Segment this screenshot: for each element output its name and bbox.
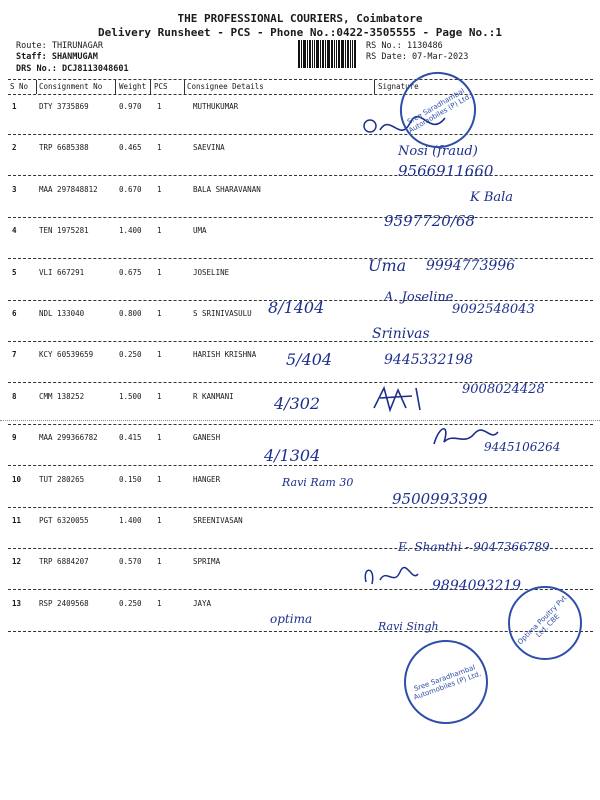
- cell-pcs: 1: [157, 516, 162, 525]
- row-divider: [8, 175, 593, 176]
- company-stamp: [392, 628, 500, 736]
- cell-weight: 0.150: [119, 475, 142, 484]
- col-signature: Signature: [378, 82, 419, 91]
- rs-date-label: RS Date: 07-Mar-2023: [366, 52, 469, 62]
- row-divider: [8, 134, 593, 135]
- hw-r6-sig: Srinivas: [372, 326, 430, 342]
- scan-artifact: [0, 420, 600, 421]
- cell-consignment: TUT 280265: [39, 475, 85, 484]
- cell-consignment: NDL 133040: [39, 309, 85, 318]
- row-divider: [8, 424, 593, 425]
- cell-consignee: BALA SHARAVANAN: [193, 185, 261, 194]
- row-divider: [8, 631, 593, 632]
- cell-weight: 0.970: [119, 102, 142, 111]
- cell-weight: 1.400: [119, 516, 142, 525]
- cell-consignee: SREENIVASAN: [193, 516, 243, 525]
- cell-weight: 0.570: [119, 557, 142, 566]
- cell-consignment: VLI 667291: [39, 268, 85, 277]
- hw-r11-phone: 9894093219: [432, 578, 522, 594]
- cell-consignee: JOSELINE: [193, 268, 230, 277]
- cell-consignee: S SRINIVASULU: [193, 309, 252, 318]
- cell-pcs: 1: [157, 185, 162, 194]
- cell-consignment: TEN 1975281: [39, 226, 89, 235]
- hw-r5-name: A. Joseline: [384, 290, 454, 305]
- cell-weight: 0.675: [119, 268, 142, 277]
- hw-r12-sig: Ravi Singh: [378, 620, 439, 633]
- cell-consignment: PGT 6320055: [39, 516, 89, 525]
- hw-r9-note: Ravi Ram 30: [282, 476, 354, 489]
- cell-pcs: 1: [157, 557, 162, 566]
- hw-r9-phone: 9500993399: [392, 490, 488, 508]
- cell-weight: 0.250: [119, 350, 142, 359]
- hw-r12-note: optima: [270, 612, 313, 626]
- cell-consignment: MAA 299366782: [39, 433, 98, 442]
- cell-sno: 1: [12, 102, 17, 111]
- cell-sno: 3: [12, 185, 17, 194]
- cell-pcs: 1: [157, 475, 162, 484]
- hw-r2-name: Nosi (fraud): [398, 144, 478, 159]
- cell-weight: 0.670: [119, 185, 142, 194]
- cell-sno: 5: [12, 268, 17, 277]
- cell-weight: 0.800: [119, 309, 142, 318]
- col-divider: [115, 80, 116, 94]
- runsheet-subtitle: Delivery Runsheet - PCS - Phone No.:0422-3505555 - Page No.:1: [98, 26, 502, 39]
- cell-pcs: 1: [157, 268, 162, 277]
- row-divider: [8, 507, 593, 508]
- cell-pcs: 1: [157, 392, 162, 401]
- cell-weight: 0.465: [119, 143, 142, 152]
- cell-consignee: HARISH KRISHNA: [193, 350, 257, 359]
- hw-r8-phone: 9445106264: [484, 440, 561, 454]
- cell-consignee: JAYA: [193, 599, 212, 608]
- cell-pcs: 1: [157, 143, 162, 152]
- cell-weight: 1.500: [119, 392, 142, 401]
- cell-weight: 0.415: [119, 433, 142, 442]
- col-divider: [150, 80, 151, 94]
- col-divider: [36, 80, 37, 94]
- signature-scribble: [360, 562, 420, 590]
- cell-consignment: RSP 2409568: [39, 599, 89, 608]
- col-pcs: PCS: [154, 82, 168, 91]
- hw-r11-name: E. Shanthi - 9047366789: [398, 540, 550, 554]
- cell-weight: 1.400: [119, 226, 142, 235]
- col-sno: S No: [10, 82, 29, 91]
- cell-sno: 8: [12, 392, 17, 401]
- hw-r7-phone: 9008024428: [462, 382, 545, 397]
- cell-consignment: TRP 6884207: [39, 557, 89, 566]
- cell-consignee: HANGER: [193, 475, 221, 484]
- cell-sno: 7: [12, 350, 17, 359]
- row-divider: [8, 217, 593, 218]
- cell-sno: 13: [12, 599, 22, 608]
- col-weight: Weight: [119, 82, 147, 91]
- hw-r6-door: 5/404: [286, 350, 333, 369]
- stamp-text: Sree Saradhambal Automobiles (P) Ltd.: [412, 663, 483, 702]
- hw-r5-phone: 9092548043: [452, 302, 535, 317]
- cell-pcs: 1: [157, 226, 162, 235]
- hw-r8-door: 4/1304: [264, 446, 321, 465]
- cell-consignment: CMM 138252: [39, 392, 85, 401]
- cell-consignee: GANESH: [193, 433, 221, 442]
- cell-consignee: SAEVINA: [193, 143, 225, 152]
- hw-r3-phone: 9597720/68: [384, 212, 475, 230]
- row-divider: [8, 341, 593, 342]
- hw-r6-phone: 9445332198: [384, 352, 474, 368]
- hw-r4-phone: 9994773996: [426, 258, 516, 274]
- cell-sno: 6: [12, 309, 17, 318]
- col-consignment: Consignment No: [39, 82, 103, 91]
- cell-consignment: DTY 3735869: [39, 102, 89, 111]
- cell-sno: 4: [12, 226, 17, 235]
- signature-scribble: [430, 422, 500, 452]
- cell-consignment: TRP 6685388: [39, 143, 89, 152]
- hw-r2-phone: 9566911660: [398, 162, 494, 180]
- cell-sno: 12: [12, 557, 22, 566]
- cell-sno: 11: [12, 516, 22, 525]
- stamp-text: Optima Poultry Pvt Ltd. CBE: [516, 594, 569, 647]
- barcode: [298, 40, 358, 68]
- hw-r4-sig: Uma: [368, 256, 407, 275]
- col-divider: [374, 80, 375, 94]
- cell-consignee: SPRIMA: [193, 557, 221, 566]
- col-divider: [184, 80, 185, 94]
- hw-r5-door: 8/1404: [268, 298, 325, 317]
- cell-pcs: 1: [157, 350, 162, 359]
- rs-no-label: RS No.: 1130486: [366, 41, 443, 51]
- hw-r7-door: 4/302: [274, 394, 321, 413]
- cell-pcs: 1: [157, 309, 162, 318]
- cell-consignment: MAA 297848812: [39, 185, 98, 194]
- row-divider: [8, 465, 593, 466]
- cell-sno: 10: [12, 475, 22, 484]
- staff-label: Staff: SHANMUGAM: [16, 52, 98, 62]
- cell-sno: 9: [12, 433, 17, 442]
- hw-r3-name: K Bala: [470, 190, 514, 205]
- cell-consignment: KCY 60539659: [39, 350, 94, 359]
- signature-scribble: [372, 384, 432, 414]
- cell-sno: 2: [12, 143, 17, 152]
- cell-weight: 0.250: [119, 599, 142, 608]
- header-rule-top: [8, 79, 593, 80]
- cell-consignee: MUTHUKUMAR: [193, 102, 239, 111]
- col-consignee: Consignee Details: [187, 82, 264, 91]
- cell-pcs: 1: [157, 433, 162, 442]
- cell-consignee: UMA: [193, 226, 207, 235]
- cell-pcs: 1: [157, 599, 162, 608]
- runsheet-title: THE PROFESSIONAL COURIERS, Coimbatore: [177, 12, 423, 25]
- drs-label: DRS No.: DCJ8113048601: [16, 64, 129, 74]
- header-rule-bottom: [8, 94, 593, 95]
- route-label: Route: THIRUNAGAR: [16, 41, 103, 51]
- cell-consignee: R KANMANI: [193, 392, 234, 401]
- cell-pcs: 1: [157, 102, 162, 111]
- stamp-text: Sree Saradhambal Automobiles (P) Ltd.: [406, 86, 473, 135]
